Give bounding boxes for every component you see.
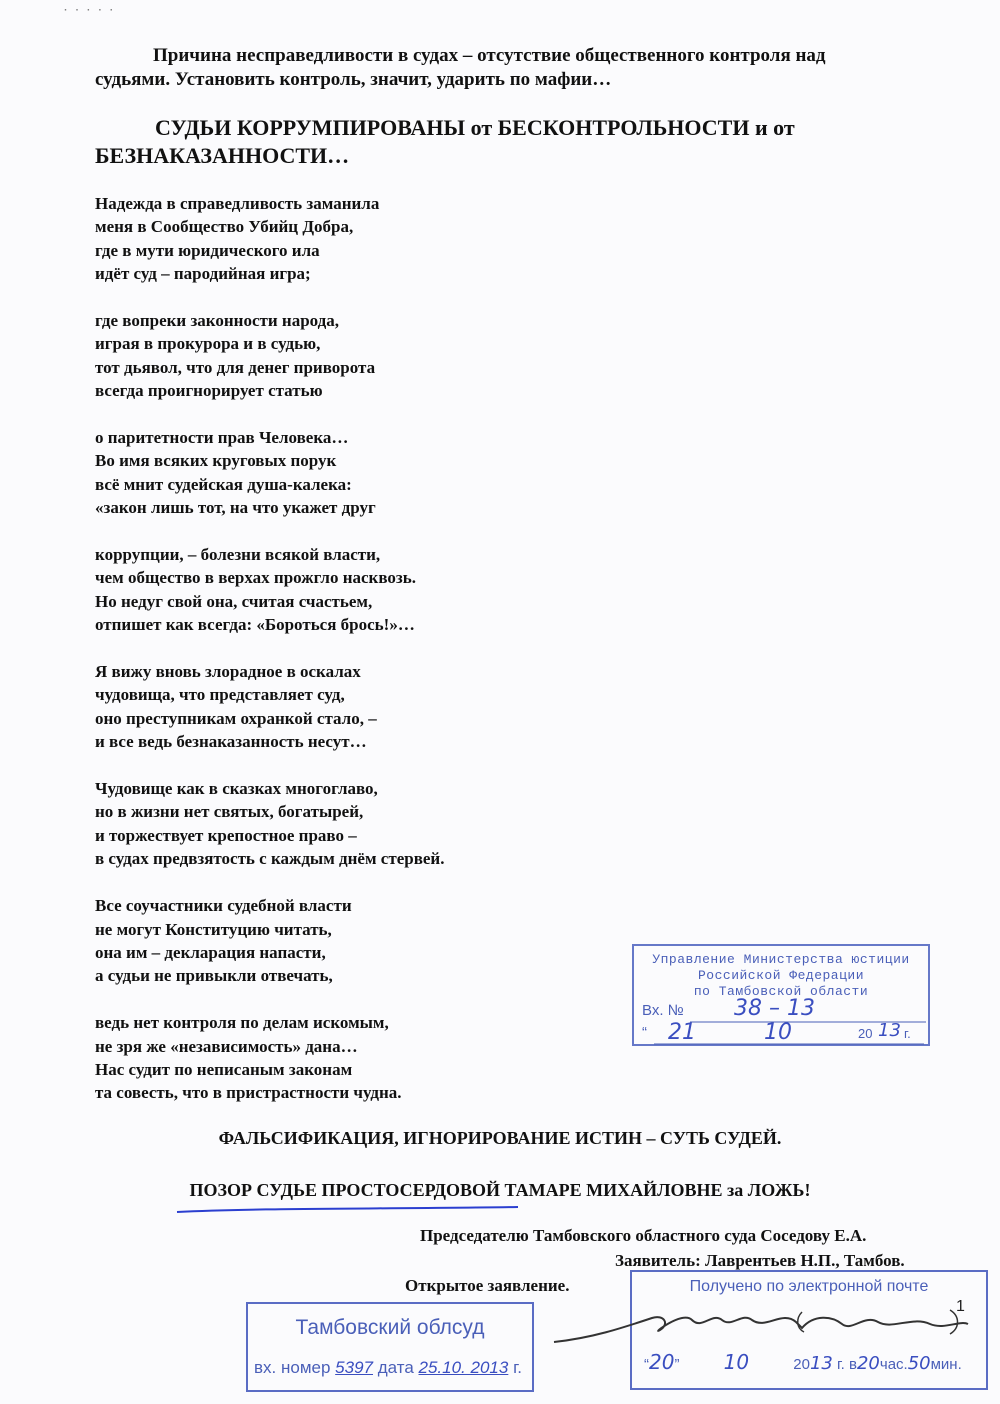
stamp-line: Управление Министерства юстиции <box>652 952 910 967</box>
stamp-day: 20 <box>649 1350 675 1374</box>
poem-line: Надежда в справедливость заманила <box>95 194 380 213</box>
stamp-minute-unit: мин. <box>930 1356 962 1373</box>
stamp-year-unit: г. <box>904 1026 911 1041</box>
poem-line: и торжествует крепостное право – <box>95 825 357 845</box>
poem-line: Все соучастники судебной власти <box>95 896 352 916</box>
stamp-minute: 50 <box>907 1353 931 1374</box>
poem-line: Но недуг свой она, считая счастьем, <box>95 591 373 611</box>
poem-line: Во имя всяких круговых порук <box>95 451 337 471</box>
closing-statement: ФАЛЬСИФИКАЦИЯ, ИГНОРИРОВАНИЕ ИСТИН – СУТЬ СУДЕЙ. <box>218 1128 782 1148</box>
handwritten-signature <box>552 1298 972 1348</box>
poem-line: идёт суд – пародийная игра; <box>95 264 311 284</box>
stamp-month: 10 <box>764 1020 792 1045</box>
poem-line: она им – декларация напасти, <box>95 942 326 962</box>
poem-stanza <box>95 777 635 871</box>
poem-line: чем общество в верхах прожгло насквозь. <box>95 568 416 588</box>
intro-line: судьями. Установить контроль, значит, ударить по мафии… <box>95 69 612 90</box>
poem-line: Я вижу вновь злорадное в оскалах <box>95 662 361 682</box>
stamp-year-suffix: 13 <box>878 1020 901 1041</box>
poem-line: меня в Сообщество Убийц Добра, <box>95 217 354 237</box>
email-receipt-stamp <box>630 1270 988 1390</box>
stamp-hour: 20 <box>856 1353 880 1374</box>
poem-line: «закон лишь тот, на что укажет друг <box>95 498 376 518</box>
stamp-number-row <box>254 1358 522 1378</box>
poem-line: играя в прокурора и в судью, <box>95 334 321 354</box>
poem-line: чудовища, что представляет суд, <box>95 685 345 705</box>
stamp-rule <box>654 1042 924 1046</box>
poem-stanza <box>95 543 635 637</box>
stamp-date-row: “20” 10 2013 г. в20час.50мин. <box>644 1350 962 1374</box>
headline-line: БЕЗНАКАЗАННОСТИ… <box>95 143 350 168</box>
poem-stanza <box>95 309 635 403</box>
stamp-title: Получено по электронной почте <box>689 1278 929 1295</box>
poem-line: и все ведь безнаказанность несут… <box>95 732 367 752</box>
stamp-year-prefix: 20 <box>793 1356 810 1373</box>
poem-line: Нас судит по неписаным законам <box>95 1059 353 1079</box>
handwritten-underline <box>175 1205 520 1215</box>
poem-stanza <box>95 1011 635 1105</box>
intro-paragraph <box>95 44 895 92</box>
poem-line: отпишет как всегда: «Бороться брось!»… <box>95 615 415 635</box>
poem-line: не зря же «независимость» дана… <box>95 1036 358 1056</box>
corner-marks: ˙ ˙ ˙ ˙ ˙ <box>62 8 115 24</box>
headline <box>95 114 915 170</box>
poem-line: Чудовище как в сказках многоглаво, <box>95 779 378 799</box>
stamp-year-suffix: 13 <box>809 1353 833 1374</box>
poem-line: та совесть, что в пристрастности чудна. <box>95 1083 402 1103</box>
stamp-day: 21 <box>668 1020 696 1045</box>
poem-stanza <box>95 894 635 988</box>
poem-line: тот дьявол, что для денег приворота <box>95 357 376 377</box>
stamp-in-no: 5397 <box>335 1358 373 1377</box>
poem-line: всё мнит судейская душа-калека: <box>95 474 352 494</box>
open-statement-label: Открытое заявление. <box>405 1276 570 1295</box>
poem-line: где вопреки законности народа, <box>95 311 340 331</box>
shame-statement: ПОЗОР СУДЬЕ ПРОСТОСЕРДОВОЙ ТАМАРЕ МИХАЙЛОВНЕ за ЛОЖЬ! <box>189 1180 811 1200</box>
poem-line: всегда проигнорирует статью <box>95 381 323 401</box>
ministry-registration-stamp <box>632 944 930 1046</box>
stamp-line: Российской Федерации <box>697 968 865 983</box>
stamp-at: г. в <box>837 1356 857 1373</box>
stamp-month: 10 <box>723 1350 750 1374</box>
stamp-year-unit: г. <box>513 1358 522 1377</box>
intro-line: Причина несправедливости в судах – отсутствие общественного контроля над <box>153 45 826 66</box>
stamp-hour-unit: час. <box>879 1356 908 1373</box>
poem-line: ведь нет контроля по делам искомым, <box>95 1013 389 1033</box>
page-number: 1 <box>956 1298 965 1315</box>
stamp-date: 25.10. 2013 <box>418 1358 509 1377</box>
poem-stanza <box>95 192 635 286</box>
stamp-quote-mark: “ <box>642 1024 647 1041</box>
stamp-line: по Тамбовской области <box>693 984 869 999</box>
stamp-year-prefix: 20 <box>858 1026 873 1041</box>
poem-line: о паритетности прав Человека… <box>95 428 349 448</box>
stamp-in-no-label: Вх. № <box>642 1002 684 1019</box>
court-registration-stamp <box>246 1302 534 1392</box>
poem-stanza <box>95 426 635 520</box>
headline-line: СУДЬИ КОРРУМПИРОВАНЫ от БЕСКОНТРОЛЬНОСТИ и от <box>155 115 795 140</box>
poem-line: коррупции, – болезни всякой власти, <box>95 545 381 565</box>
poem-line: где в мути юридического ила <box>95 240 320 260</box>
poem-line: а судьи не привыкли отвечать, <box>95 966 333 986</box>
poem-line: не могут Конституцию читать, <box>95 919 332 939</box>
poem-line: в судах предвзятость с каждым днём стервей. <box>95 849 445 869</box>
stamp-date-label: дата <box>377 1358 414 1377</box>
addressee: Председателю Тамбовского областного суда Соседову Е.А. <box>420 1226 867 1245</box>
stamp-in-no-label: вх. номер <box>254 1358 331 1377</box>
poem-stanza <box>95 660 635 754</box>
applicant: Заявитель: Лаврентьев Н.П., Тамбов. <box>615 1251 905 1270</box>
stamp-in-no: 38 – 13 <box>734 996 815 1021</box>
poem <box>95 192 635 1128</box>
poem-line: но в жизни нет святых, богатырей, <box>95 802 364 822</box>
stamp-title: Тамбовский облсуд <box>295 1316 485 1339</box>
poem-line: оно преступникам охранкой стало, – <box>95 708 377 728</box>
